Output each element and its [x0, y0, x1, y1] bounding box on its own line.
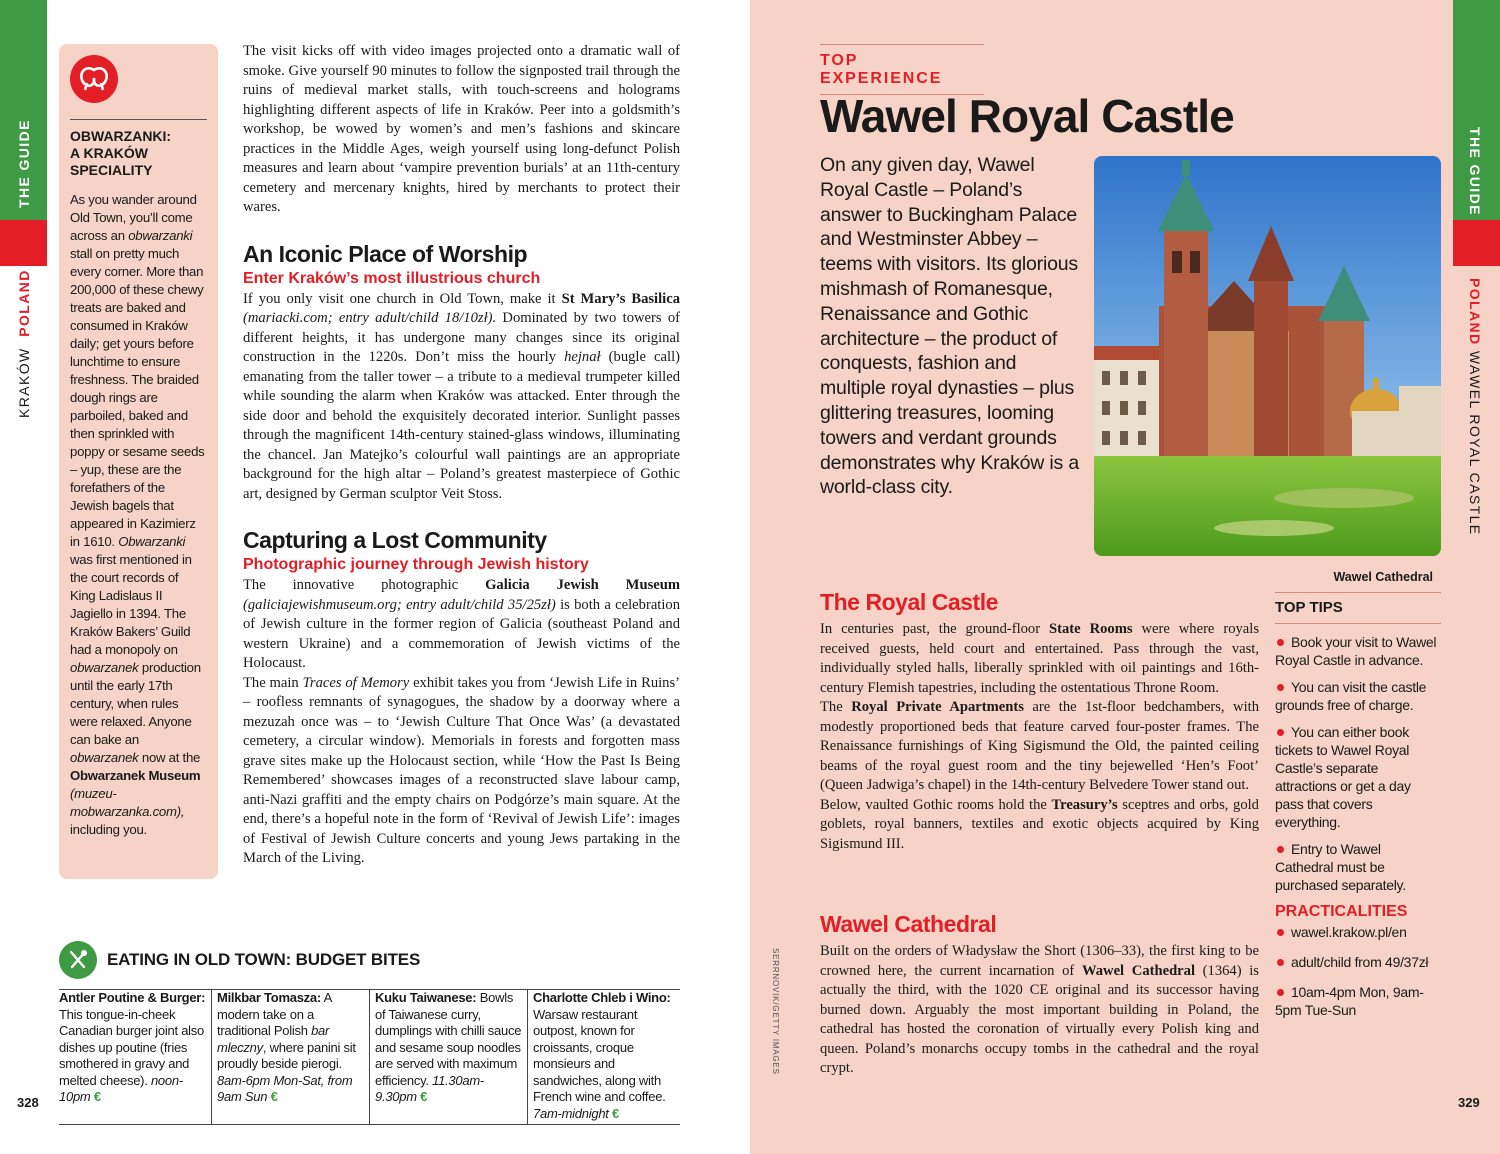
- worship-paragraph: If you only visit one church in Old Town, make it St Mary’s Basilica (mariacki.com; entry adult/child 18/10zł). Dominated by two towers of different heights, it has undergone many changes since its original construction in the 1220s. Don’t miss the hourly hejnał (bugle call) emanating from the taller tower – a tribute to a medieval trumpeter killed while sounding the alarm when Kraków was attacked. Enter through the side door and behold the exquisitely decorated interior. Sunlight passes through the magnificent 14th-century stained-glass windows, illuminating the chancel. Jan Matejko’s colourful wall paintings are an appropriate background for the high altar – Poland’s greatest masterpiece of Gothic art, designed by German sculptor Veit Stoss.: [243, 290, 680, 502]
- fork-knife-icon: [59, 941, 97, 979]
- wawel-cathedral-photo: [1094, 156, 1441, 556]
- community-heading: Capturing a Lost Community: [243, 527, 547, 553]
- tip-item: You can visit the castle grounds free of charge.: [1275, 679, 1427, 713]
- bullet-icon: [1277, 846, 1284, 853]
- sidebar-rule: [70, 119, 207, 120]
- eating-columns: [59, 990, 680, 1125]
- photo-caption: Wawel Cathedral: [1333, 570, 1433, 584]
- cathedral-paragraph: Built on the orders of Władysław the Short (1306–33), the first king to be crowned here, the current incarnation of Wawel Cathedral (1364) is actually the third, with the 1020 CE original and its successor having burned down. Arguably the most important building in Poland, the cathedral has hosted the coronation of virtually every Polish king and queen. Poland’s monarchs occupy tombs in the cathedral and the royal crypt.: [820, 943, 1259, 1076]
- community-paragraph-1: The innovative photographic Galicia Jewish Museum (galiciajewishmuseum.org; entry adult/child 35/25zł) is both a celebration of Jewish culture in the former region of Galicia (southeast Poland and western Ukraine) and a commemoration of Jewish victims of the Holocaust.: [243, 577, 681, 671]
- eating-header: [59, 940, 680, 980]
- lead-paragraph: On any given day, Wawel Royal Castle – Poland’s answer to Buckingham Palace and Westminster Abbey – teems with visitors. Its glorious mishmash of Romanesque, Renaissance and Gothic architecture – the product of conquests, fashion and multiple royal dynasties – plus glittering treasures, looming towers and verdant grounds demonstrates why Kraków is a world-class city.: [820, 154, 1079, 499]
- top-tips-list: [1275, 633, 1441, 894]
- eating-item-charlotte: Charlotte Chleb i Wino: Warsaw restaurant outpost, known for croissants, croque monsieurs and sandwiches, along with French wine and coffee. 7am-midnight €: [527, 990, 680, 1124]
- tips-rule: [1275, 623, 1441, 624]
- pretzel-icon: [70, 55, 118, 103]
- tips-top-rule: [1275, 592, 1441, 593]
- sidebar-title: OBWARZANKI: A KRAKÓW SPECIALITY: [70, 128, 172, 178]
- practicalities-heading: PRACTICALITIES: [1275, 903, 1408, 920]
- eating-item-antler: Antler Poutine & Burger: This tongue-in-cheek Canadian burger joint also dishes up poutine (fries smothered in gravy and melted cheese). noon-10pm €: [59, 990, 206, 1104]
- community-kicker: Photographic journey through Jewish history: [243, 556, 589, 573]
- practicalities-list: [1275, 923, 1441, 1019]
- photo-credit: SERRNOVIK/GETTY IMAGES: [771, 948, 780, 1075]
- bullet-icon: [1277, 929, 1284, 936]
- right-page: [750, 0, 1500, 1154]
- section-tab-right-label: POLAND WAWEL ROYAL CASTLE: [1467, 278, 1483, 536]
- tip-item: Book your visit to Wawel Royal Castle in advance.: [1275, 634, 1437, 668]
- practicality-hours: 10am-4pm Mon, 9am-5pm Tue-Sun: [1275, 984, 1424, 1018]
- royal-castle-heading: The Royal Castle: [820, 589, 998, 615]
- worship-kicker: Enter Kraków’s most illustrious church: [243, 269, 541, 287]
- practicality-website: wawel.krakow.pl/en: [1275, 923, 1441, 941]
- royal-paragraph-2: The Royal Private Apartments are the 1st-floor bedchambers, with modestly proportioned beds that feature carved four-poster frames. The Renaissance furnishings of King Sigismund the Old, the painted ceiling beams of the royal guest room and the tiny bejewelled ‘Hen’s Foot’ (Queen Jadwiga’s chapel) in the 14th-century Belvedere Tower stand out.: [820, 699, 1259, 793]
- tip-item: You can either book tickets to Wawel Royal Castle’s separate attractions or get a day pass that covers everything.: [1275, 724, 1411, 830]
- eating-title: EATING IN OLD TOWN: BUDGET BITES: [107, 950, 421, 969]
- bullet-icon: [1277, 684, 1284, 691]
- sidebar-text: As you wander around Old Town, you’ll come across an obwarzanki stall on pretty much every corner. More than 200,000 of these chewy treats are baked and consumed in Kraków daily; get yours before lunchtime to ensure freshness. The braided dough rings are parboiled, baked and then sprinkled with poppy or sesame seeds – yup, these are the forefathers of the Jewish bagels that appeared in Kazimierz in 1610. Obwarzanki was first mentioned in the court records of King Ladislaus II Jagiello in 1394. The Kraków Bakers’ Guild had a monopoly on obwarzanek production until the early 17th century, when rules were relaxed. Anyone can bake an obwarzanek now at the Obwarzanek Museum (muzeu-mobwarzanka.com), including you.: [70, 192, 205, 837]
- guide-tab-label: THE GUIDE: [16, 119, 32, 208]
- red-tab-marker: [0, 220, 47, 266]
- main-column: [243, 42, 680, 869]
- bullet-icon: [1277, 729, 1284, 736]
- intro-paragraph: The visit kicks off with video images projected onto a dramatic wall of smoke. Give yourself 90 minutes to follow the signposted trail through the ruins of medieval market stalls, with touch-screens and holograms highlighting different aspects of life in Kraków. Peer into a goldsmith’s workshop, be wowed by women’s and men’s fashions and skincare practices in the Middle Ages, weigh yourself using long-defunct Polish measures and learn about ‘vampire prevention burials’ at an 11th-century cemetery and mercenary knights, hired by merchants to protect their wares.: [243, 43, 680, 215]
- eating-box: [59, 940, 680, 1125]
- page-number-left: 328: [17, 1095, 39, 1110]
- bullet-icon: [1277, 989, 1284, 996]
- section-tab-label: KRAKÓW POLAND: [16, 269, 32, 418]
- worship-heading: An Iconic Place of Worship: [243, 240, 528, 267]
- wawel-cathedral-section: [820, 910, 1259, 1079]
- eating-item-milkbar: Milkbar Tomasza: A modern take on a traditional Polish bar mleczny, where panini sit proudly beside pierogi. 8am-6pm Mon-Sat, from 9am Sun €: [211, 990, 369, 1124]
- top-tips-box: [1275, 592, 1441, 1019]
- community-paragraph-2: The main Traces of Memory exhibit takes you from ‘Jewish Life in Ruins’ – roofless remnants of synagogues, the shadow by a doorway where a mezuzah once was – to ‘Jewish Culture That Once Was’ (a devastated cemetery, a circular window). Memorials in forests and forgotten mass grave sites make up the Holocaust section, while ‘How the Past Is Being Remembered’ showcases images of a reconstructed slave labour camp, anti-Nazi graffiti and the empty chairs on Podgórze’s main square. At the end, there’s a hopeful note in the form of ‘Revival of Jewish Life’: images of Festival of Jewish Culture concerts and young Jews partaking in the March of the Living.: [243, 674, 681, 866]
- royal-paragraph-1: In centuries past, the ground-floor State Rooms were where royals received guests, held court and entertained. Pass through the vast, individually styled halls, liberally sprinkled with oil paintings and 16th-century Flemish tapestries, including the ostentatious Throne Room.: [820, 621, 1259, 696]
- practicality-price: adult/child from 49/37zł: [1275, 953, 1441, 971]
- cathedral-heading: Wawel Cathedral: [820, 911, 997, 937]
- eating-item-kuku: Kuku Taiwanese: Bowls of Taiwanese curry, dumplings with chilli sauce and sesame soup noodles are served with maximum efficiency. 11.30am-9.30pm €: [369, 990, 527, 1124]
- bullet-icon: [1277, 959, 1284, 966]
- top-tips-heading: TOP TIPS: [1275, 599, 1343, 616]
- royal-paragraph-3: Below, vaulted Gothic rooms hold the Treasury’s sceptres and orbs, gold goblets, royal banners, textiles and exotic objects acquired by King Sigismund III.: [820, 796, 1259, 852]
- top-experience-label: TOP EXPERIENCE: [820, 44, 984, 95]
- royal-castle-section: [820, 588, 1259, 854]
- guide-tab-right-label: THE GUIDE: [1467, 127, 1483, 216]
- page-number-right: 329: [1458, 1095, 1480, 1110]
- tip-item: Entry to Wawel Cathedral must be purchased separately.: [1275, 841, 1406, 893]
- page-title: Wawel Royal Castle: [820, 90, 1234, 142]
- bullet-icon: [1277, 639, 1284, 646]
- obwarzanki-sidebar: [59, 44, 218, 879]
- red-tab-marker-right: [1453, 220, 1500, 266]
